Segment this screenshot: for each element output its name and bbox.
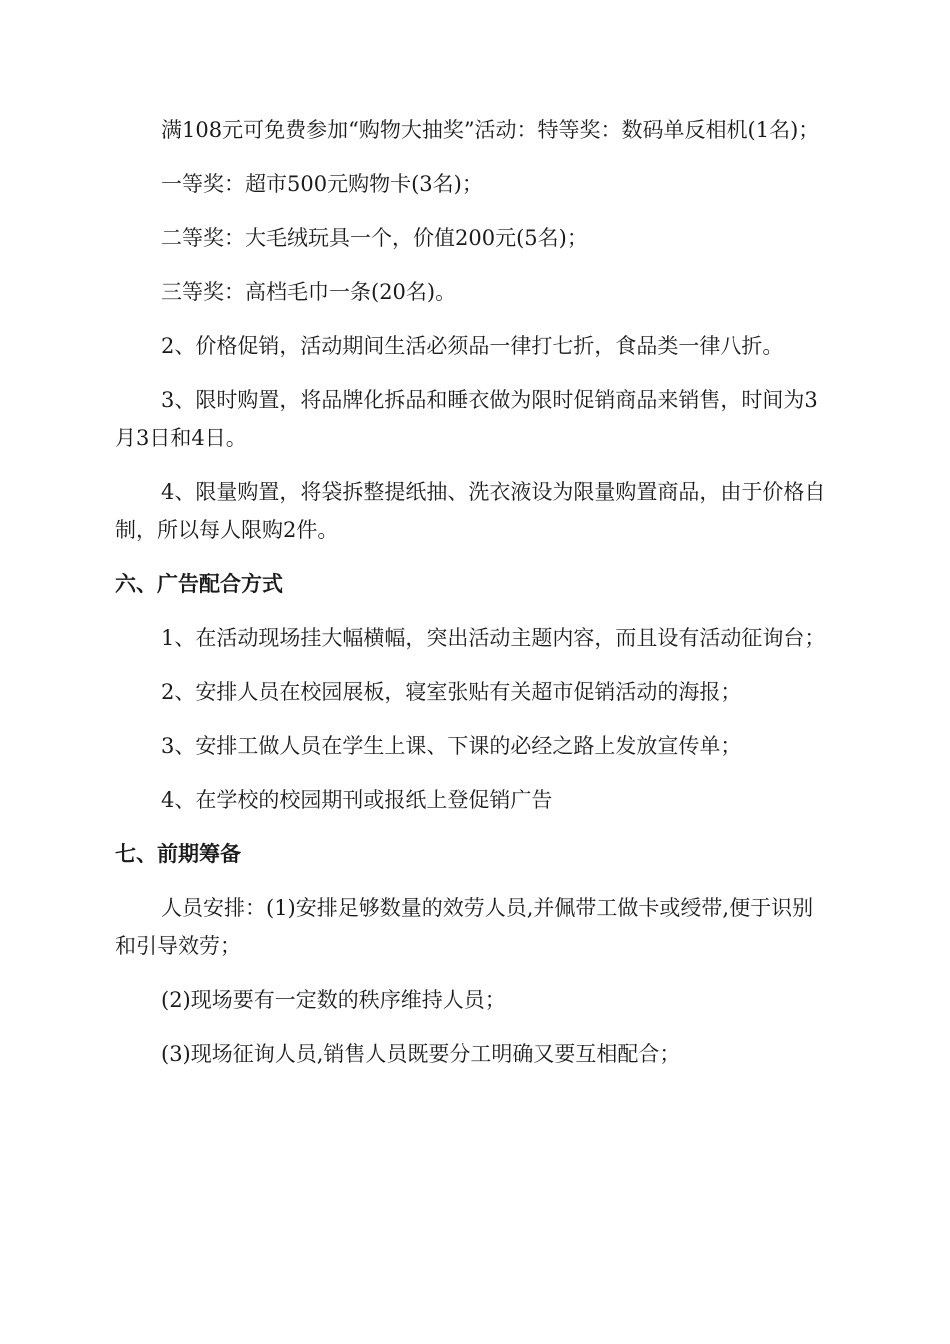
- paragraph-second-prize: 二等奖：大毛绒玩具一个，价值200元(5名)；: [161, 226, 588, 250]
- preparation-item-1: 人员安排：(1)安排足够数量的效劳人员,并佩带工做卡或绶带,便于识别和引导效劳；: [115, 896, 814, 958]
- preparation-item-2: (2)现场要有一定数的秩序维持人员；: [161, 988, 506, 1012]
- paragraph-time-limited: 3、限时购置，将品牌化拆品和睡衣做为限时促销商品来销售，时间为3月3日和4日。: [115, 388, 818, 450]
- document-body: [115, 111, 827, 1089]
- advertising-item-1: 1、在活动现场挂大幅横幅，突出活动主题内容，而且设有活动征询台；: [161, 626, 826, 650]
- paragraph-third-prize: 三等奖：高档毛巾一条(20名)。: [161, 280, 457, 304]
- preparation-item-3: (3)现场征询人员,销售人员既要分工明确又要互相配合；: [161, 1042, 681, 1066]
- section-heading-preparation: 七、前期筹备: [115, 842, 241, 866]
- paragraph-first-prize: 一等奖：超市500元购物卡(3名)；: [161, 172, 483, 196]
- paragraph-quantity-limited: 4、限量购置，将袋拆整提纸抽、洗衣液设为限量购置商品，由于价格自制，所以每人限购2件。: [115, 480, 826, 542]
- paragraph-price-promotion: 2、价格促销，活动期间生活必须品一律打七折，食品类一律八折。: [161, 334, 784, 358]
- advertising-item-4: 4、在学校的校园期刊或报纸上登促销广告: [161, 788, 553, 812]
- advertising-item-2: 2、安排人员在校园展板，寝室张贴有关超市促销活动的海报；: [161, 680, 742, 704]
- paragraph-lottery-intro: 满108元可免费参加“购物大抽奖”活动：特等奖：数码单反相机(1名)；: [161, 118, 820, 142]
- advertising-item-3: 3、安排工做人员在学生上课、下课的必经之路上发放宣传单；: [161, 734, 742, 758]
- section-heading-advertising: 六、广告配合方式: [115, 572, 283, 596]
